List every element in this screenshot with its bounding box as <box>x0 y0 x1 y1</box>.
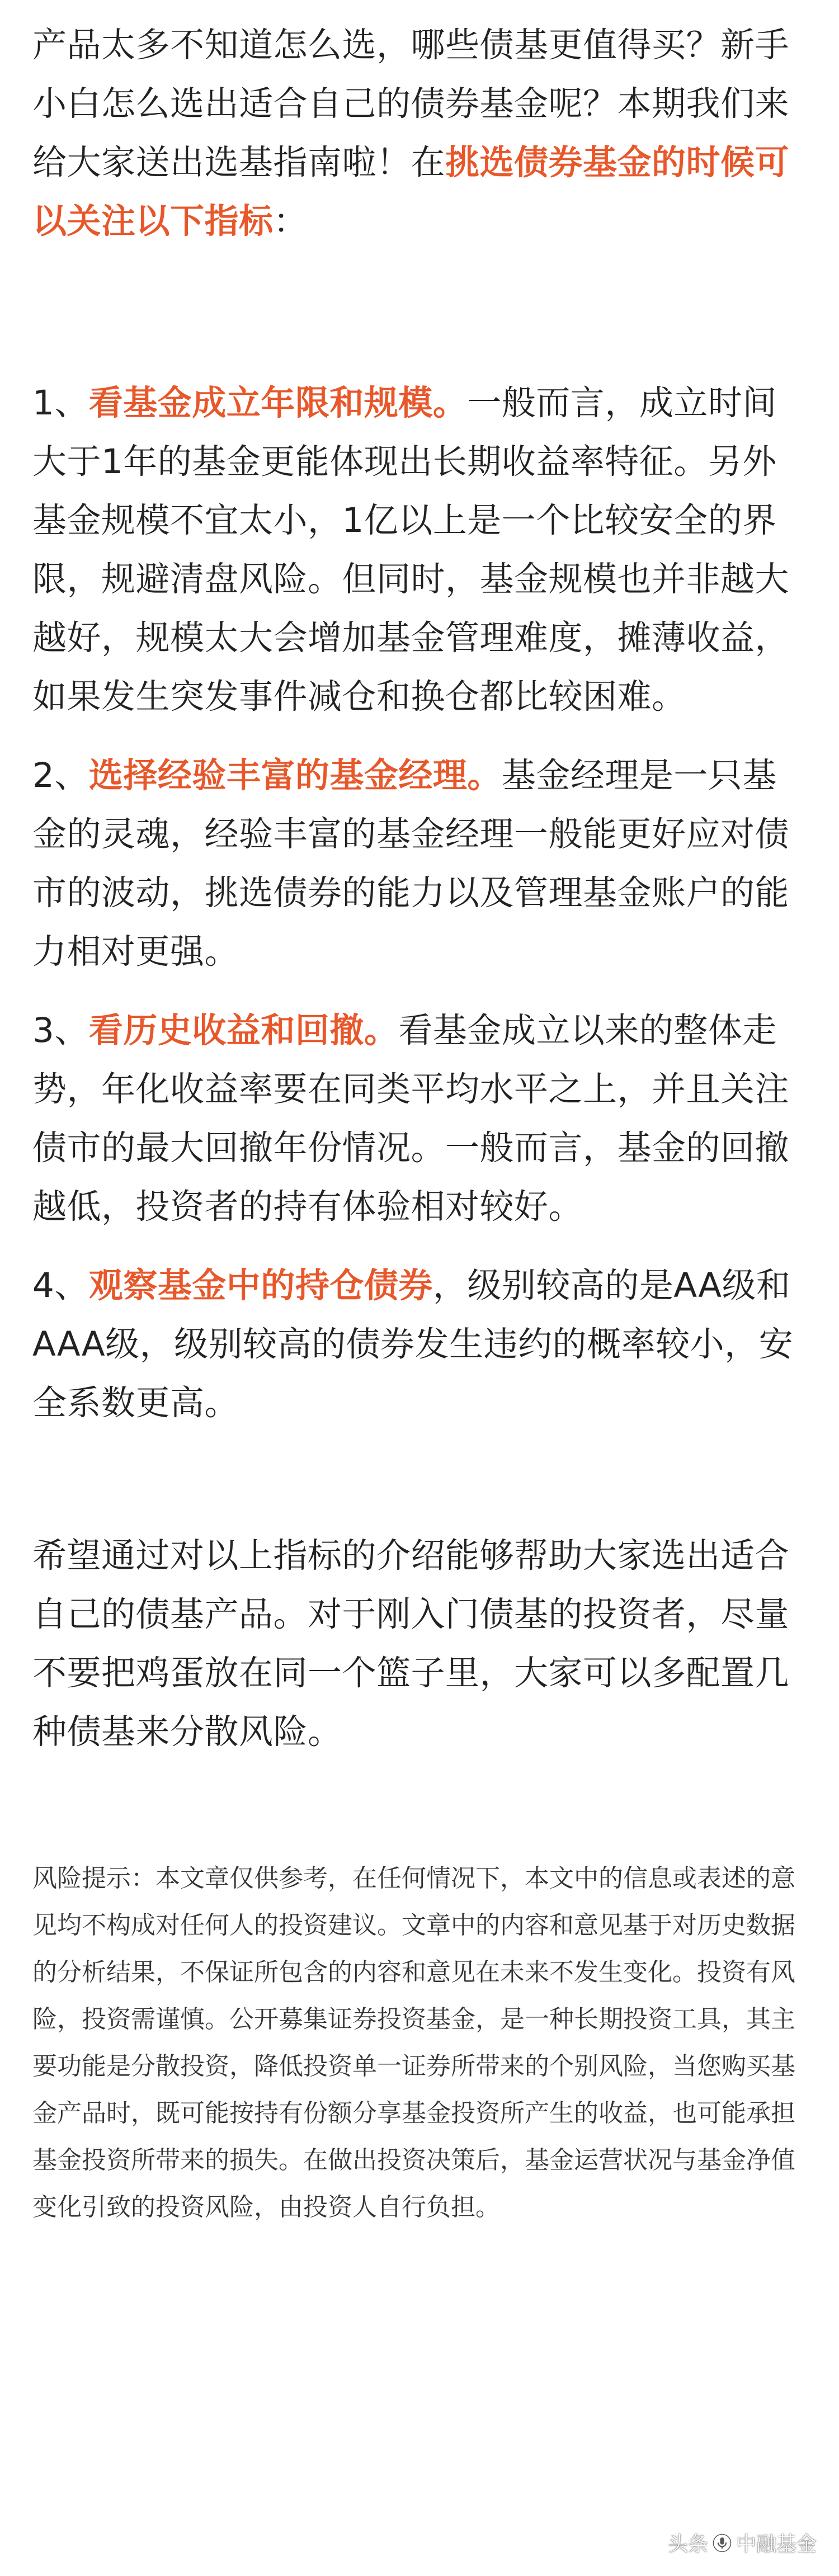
criterion-item-2 <box>32 746 807 981</box>
source-watermark <box>668 2528 817 2557</box>
article-body <box>32 0 807 2231</box>
intro-suffix: ： <box>273 201 308 241</box>
intro-highlight: 挑选债券基金的时候可以关注以下指标 <box>32 143 790 241</box>
criterion-highlight: 看基金成立年限和规模。 <box>88 383 468 423</box>
criterion-highlight: 观察基金中的持仓债券 <box>88 1266 433 1305</box>
criterion-text: ，级别较高的是AA级和AAA级，级别较高的债券发生违约的概率较小，安全系数更高。 <box>32 1266 794 1423</box>
criterion-number: 4、 <box>32 1266 89 1305</box>
watermark-account: 中融基金 <box>736 2533 817 2556</box>
intro-paragraph <box>32 16 807 251</box>
criterion-item-1 <box>32 374 807 726</box>
criterion-highlight: 选择经验丰富的基金经理。 <box>88 756 502 795</box>
criterion-item-4 <box>32 1256 807 1432</box>
criterion-item-3 <box>32 1001 807 1236</box>
watermark-platform: 头条 <box>667 2533 708 2556</box>
closing-paragraph: 希望通过对以上指标的介绍能够帮助大家选出适合自己的债基产品。对于刚入门债基的投资者，尽量不要把鸡蛋放在同一个篮子里，大家可以多配置几种债基来分散风险。 <box>32 1536 790 1752</box>
intro-text: 产品太多不知道怎么选，哪些债基更值得买？新手小白怎么选出适合自己的债券基金呢？本期我们来给大家送出选基指南啦！在 <box>32 25 790 182</box>
criterion-number: 1、 <box>32 383 89 423</box>
criterion-number: 2、 <box>32 756 89 795</box>
microphone-icon <box>713 2533 732 2553</box>
criterion-text: 基金经理是一只基金的灵魂，经验丰富的基金经理一般能更好应对债市的波动，挑选债券的能力以及管理基金账户的能力相对更强。 <box>32 756 790 971</box>
criterion-text: 一般而言，成立时间大于1年的基金更能体现出长期收益率特征。另外基金规模不宜太小，1亿以上是一个比较安全的界限，规避清盘风险。但同时，基金规模也并非越大越好，规模太大会增加基金管理难度，摊薄收益，如果发生突发事件减仓和换仓都比较困难。 <box>32 383 790 716</box>
risk-notice: 风险提示：本文章仅供参考，在任何情况下，本文中的信息或表述的意见均不构成对任何人的投资建议。文章中的内容和意见基于对历史数据的分析结果，不保证所包含的内容和意见在未来不发生变化。投资有风险，投资需谨慎。公开募集证券投资基金，是一种长期投资工具，其主要功能是分散投资，降低投资单一证券所带来的个别风险，当您购买基金产品时，既可能按持有份额分享基金投资所产生的收益，也可能承担基金投资所带来的损失。在做出投资决策后，基金运营状况与基金净值变化引致的投资风险，由投资人自行负担。 <box>32 1864 795 2221</box>
criterion-highlight: 看历史收益和回撤。 <box>88 1011 399 1050</box>
criterion-text: 看基金成立以来的整体走势，年化收益率要在同类平均水平之上，并且关注债市的最大回撤年份情况。一般而言，基金的回撤越低，投资者的持有体验相对较好。 <box>32 1011 790 1226</box>
criterion-number: 3、 <box>32 1011 89 1050</box>
